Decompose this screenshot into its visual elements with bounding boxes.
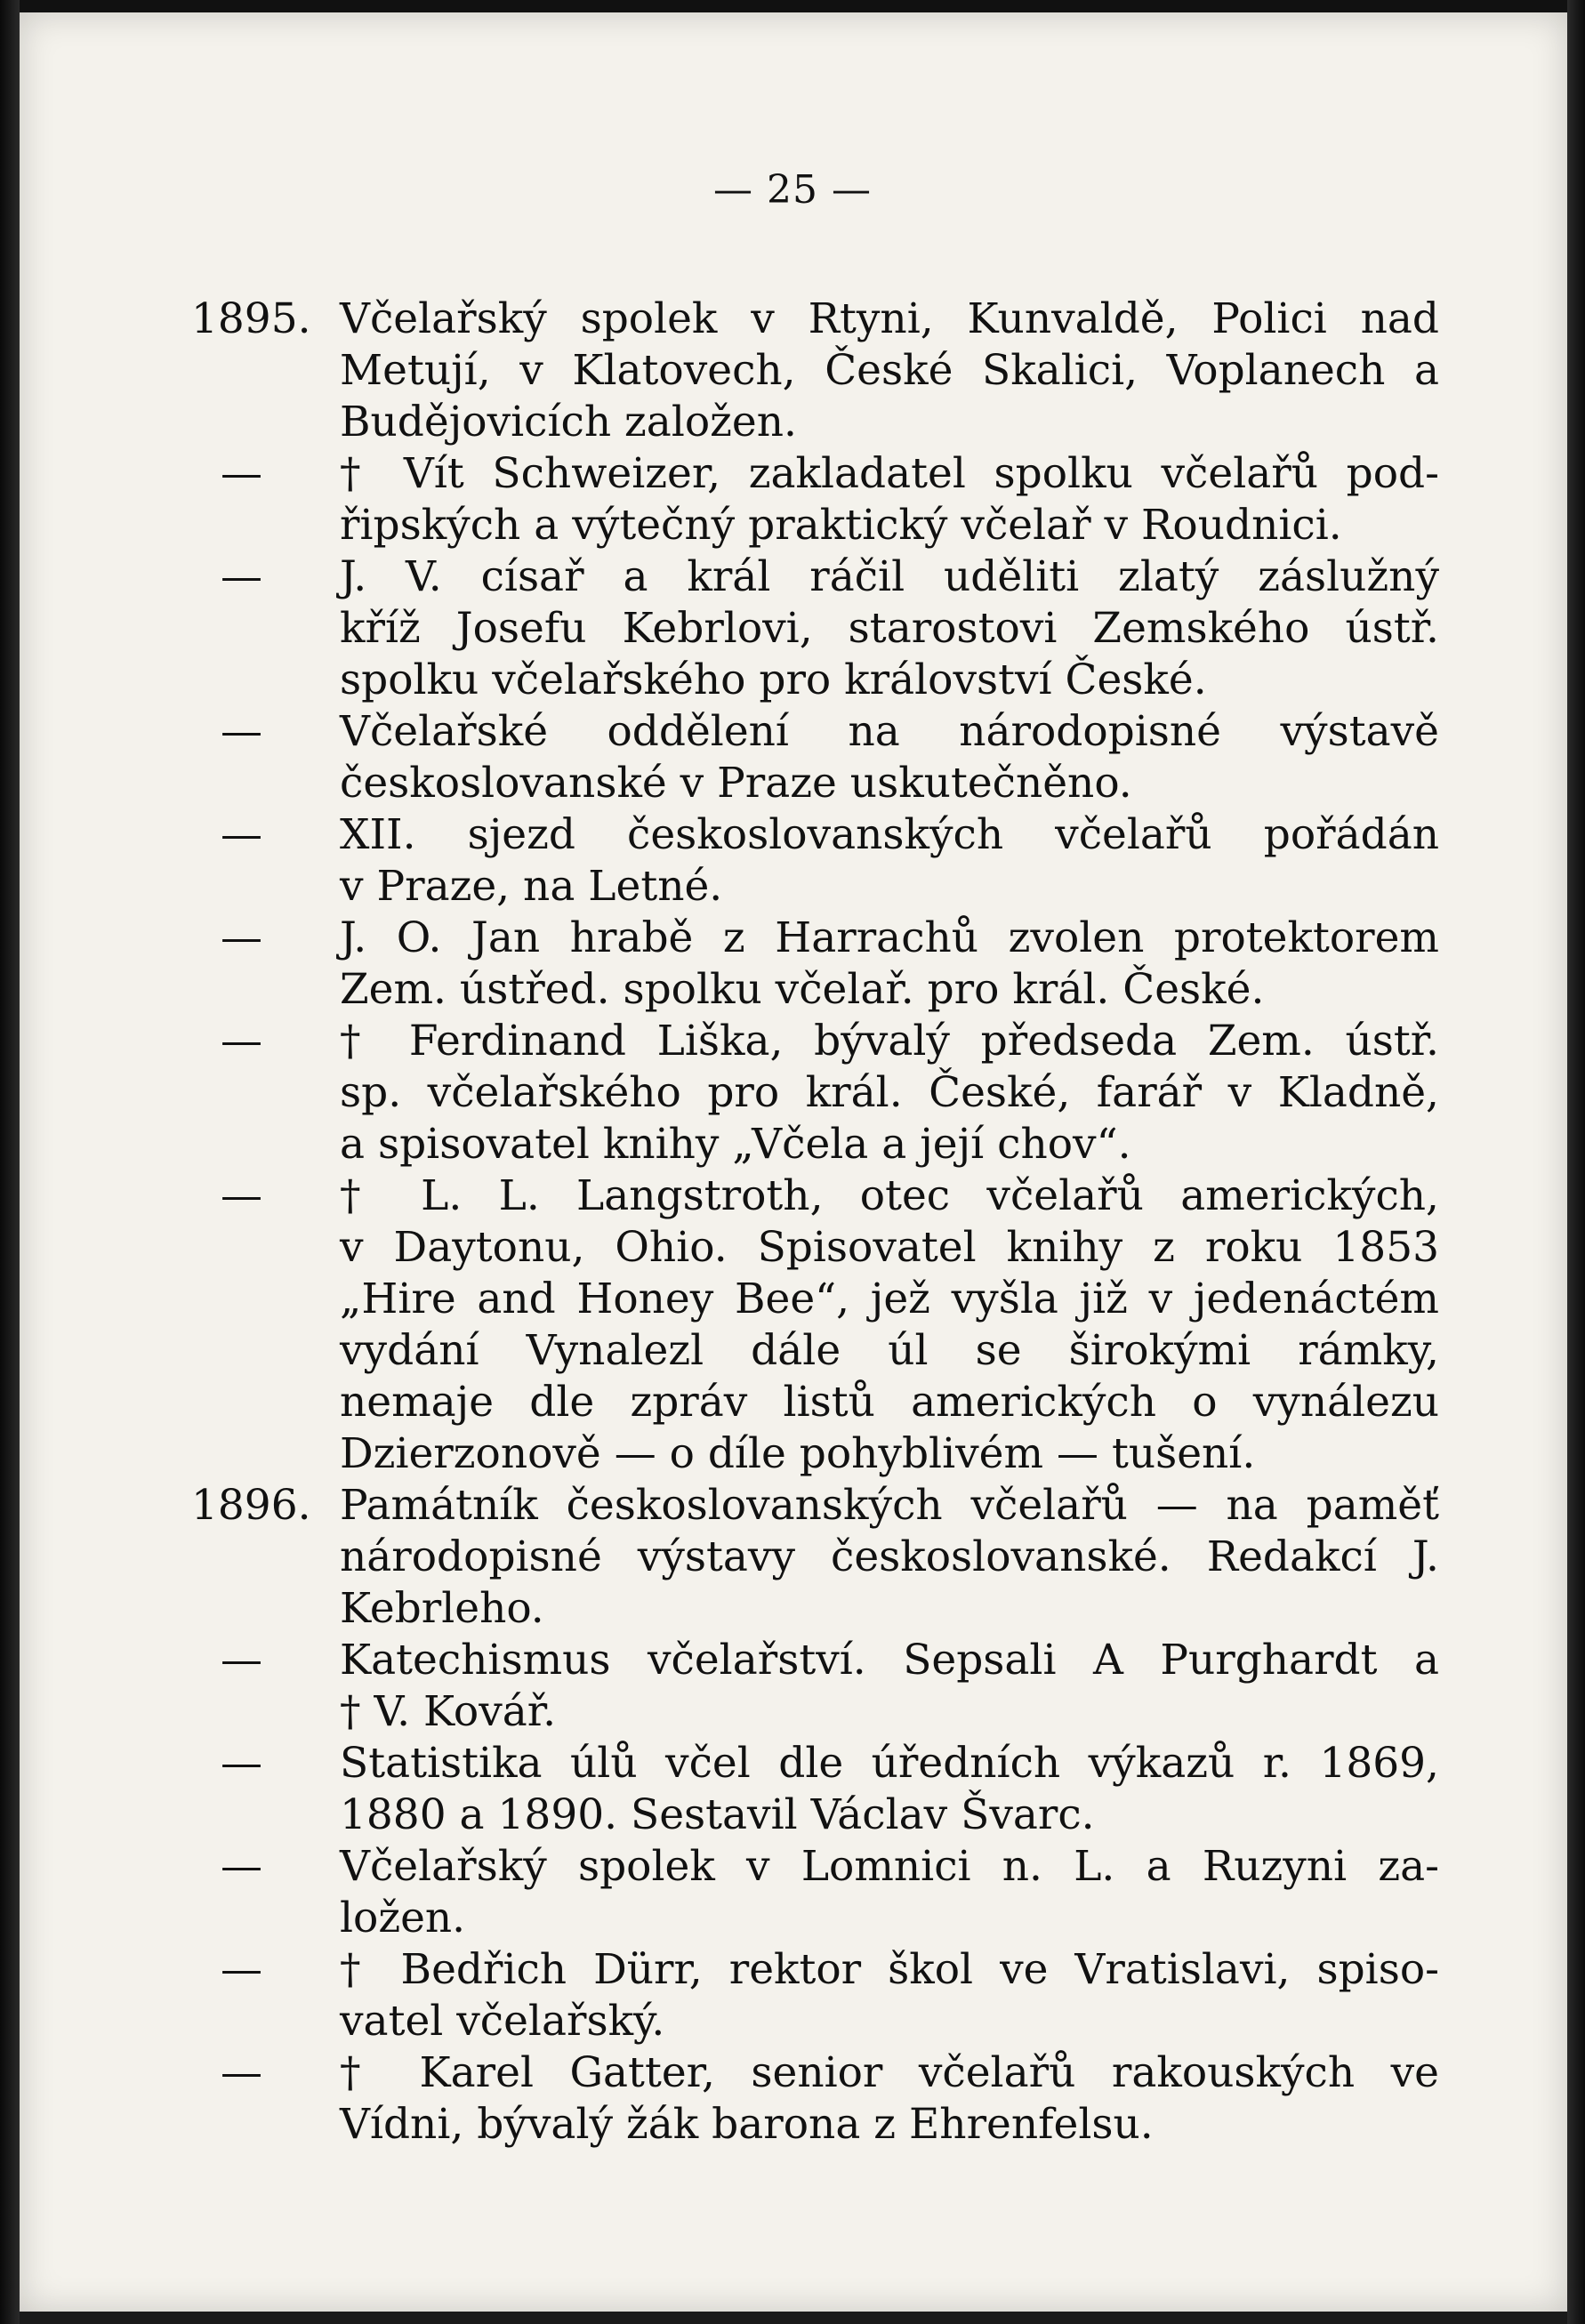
entry-text-line: spolku včelařského pro království České. [340, 655, 1207, 704]
entry-dash-marker: — [221, 1945, 262, 1994]
entry-text-line: Statistika úlů včel dle úředních výkazů r. 1869, [340, 1739, 1439, 1788]
chronology-entry [0, 448, 1585, 551]
entry-text-line: † Bedřich Dürr, rektor škol ve Vratislavi, spiso- [340, 1945, 1439, 1994]
entry-text-line: Včelařský spolek v Lomnici n. L. a Ruzyni za- [340, 1842, 1439, 1891]
chronology-entry [0, 1738, 1585, 1841]
entry-dash-marker: — [221, 552, 262, 601]
entry-text-line: Zem. ústřed. spolku včelař. pro král. České. [340, 965, 1265, 1014]
chronology-entry [0, 1841, 1585, 1944]
entry-dash-marker: — [221, 913, 262, 962]
entry-text-line: † V. Kovář. [340, 1687, 557, 1736]
entry-text-line: nemaje dle zpráv listů amerických o vynálezu [340, 1378, 1439, 1427]
entry-text-line: ložen. [340, 1894, 466, 1942]
entry-dash-marker: — [221, 1171, 262, 1220]
entry-text-line: Dzierzonově — o díle pohyblivém — tušení. [340, 1429, 1256, 1478]
entry-dash-marker: — [221, 449, 262, 498]
entry-text-line: XII. sjezd českoslovanských včelařů pořádán [340, 810, 1439, 859]
page-number: — 25 — [713, 167, 872, 213]
entry-text-line: † Karel Gatter, senior včelařů rakouských ve [340, 2048, 1439, 2097]
entry-text-line: „Hire and Honey Bee“, jež vyšla již v jedenáctém [340, 1275, 1439, 1323]
chronology-entry [0, 1016, 1585, 1170]
entry-dash-marker: — [221, 1017, 262, 1066]
entry-dash-marker: — [221, 2048, 262, 2097]
entry-text-line: † L. L. Langstroth, otec včelařů amerických, [340, 1171, 1439, 1220]
scan-edge-top [0, 0, 1585, 12]
entry-year: 1895. [191, 294, 311, 343]
entry-text-line: a spisovatel knihy „Včela a její chov“. [340, 1120, 1131, 1169]
entry-text-line: Metují, v Klatovech, České Skalici, Voplanech a [340, 346, 1439, 395]
entry-text-line: 1880 a 1890. Sestavil Václav Švarc. [340, 1790, 1095, 1839]
entry-text-line: Katechismus včelařství. Sepsali A Purghardt a [340, 1636, 1439, 1685]
chronology-entry [0, 1480, 1585, 1635]
entry-text-line: vatel včelařský. [340, 1997, 665, 2046]
entry-dash-marker: — [221, 810, 262, 859]
entry-dash-marker: — [221, 707, 262, 756]
entry-text-line: vydání Vynalezl dále úl se širokými rámky, [340, 1326, 1439, 1375]
entry-text-line: v Daytonu, Ohio. Spisovatel knihy z roku 1853 [340, 1223, 1439, 1272]
entry-text-line: Kebrleho. [340, 1584, 544, 1633]
chronology-entry [0, 2047, 1585, 2151]
chronology-entry [0, 809, 1585, 913]
entry-dash-marker: — [221, 1739, 262, 1788]
entry-text-line: Památník českoslovanských včelařů — na paměť [340, 1481, 1439, 1530]
entry-text-line: Včelařské oddělení na národopisné výstavě [340, 707, 1439, 756]
entry-text-line: řipských a výtečný praktický včelař v Roudnici. [340, 501, 1342, 550]
chronology-entry [0, 913, 1585, 1016]
entry-text-line: kříž Josefu Kebrlovi, starostovi Zemského ústř. [340, 604, 1439, 653]
entry-text-line: národopisné výstavy českoslovanské. Redakcí J. [340, 1532, 1439, 1581]
chronology-entry [0, 1170, 1585, 1480]
entry-text-line: Budějovicích založen. [340, 398, 797, 446]
entry-text-line: Včelařský spolek v Rtyni, Kunvaldě, Polici nad [340, 294, 1439, 343]
chronology-entry [0, 1944, 1585, 2047]
entry-text-line: v Praze, na Letné. [340, 862, 723, 911]
entry-text-line: † Vít Schweizer, zakladatel spolku včelařů pod- [340, 449, 1439, 498]
entry-text-line: sp. včelařského pro král. České, farář v Kladně, [340, 1068, 1439, 1117]
chronology-entry [0, 294, 1585, 448]
entry-text-line: českoslovanské v Praze uskutečněno. [340, 759, 1132, 808]
chronology-entries [0, 294, 1585, 2151]
entry-year: 1896. [191, 1481, 311, 1530]
entry-dash-marker: — [221, 1636, 262, 1685]
chronology-entry [0, 1635, 1585, 1738]
entry-text-line: J. V. císař a král ráčil uděliti zlatý záslužný [340, 552, 1439, 601]
entry-text-line: † Ferdinand Liška, bývalý předseda Zem. ústř. [340, 1017, 1439, 1066]
chronology-entry [0, 551, 1585, 706]
chronology-entry [0, 706, 1585, 809]
entry-text-line: J. O. Jan hrabě z Harrachů zvolen protektorem [340, 913, 1439, 962]
entry-dash-marker: — [221, 1842, 262, 1891]
entry-text-line: Vídni, bývalý žák barona z Ehrenfelsu. [340, 2100, 1154, 2149]
